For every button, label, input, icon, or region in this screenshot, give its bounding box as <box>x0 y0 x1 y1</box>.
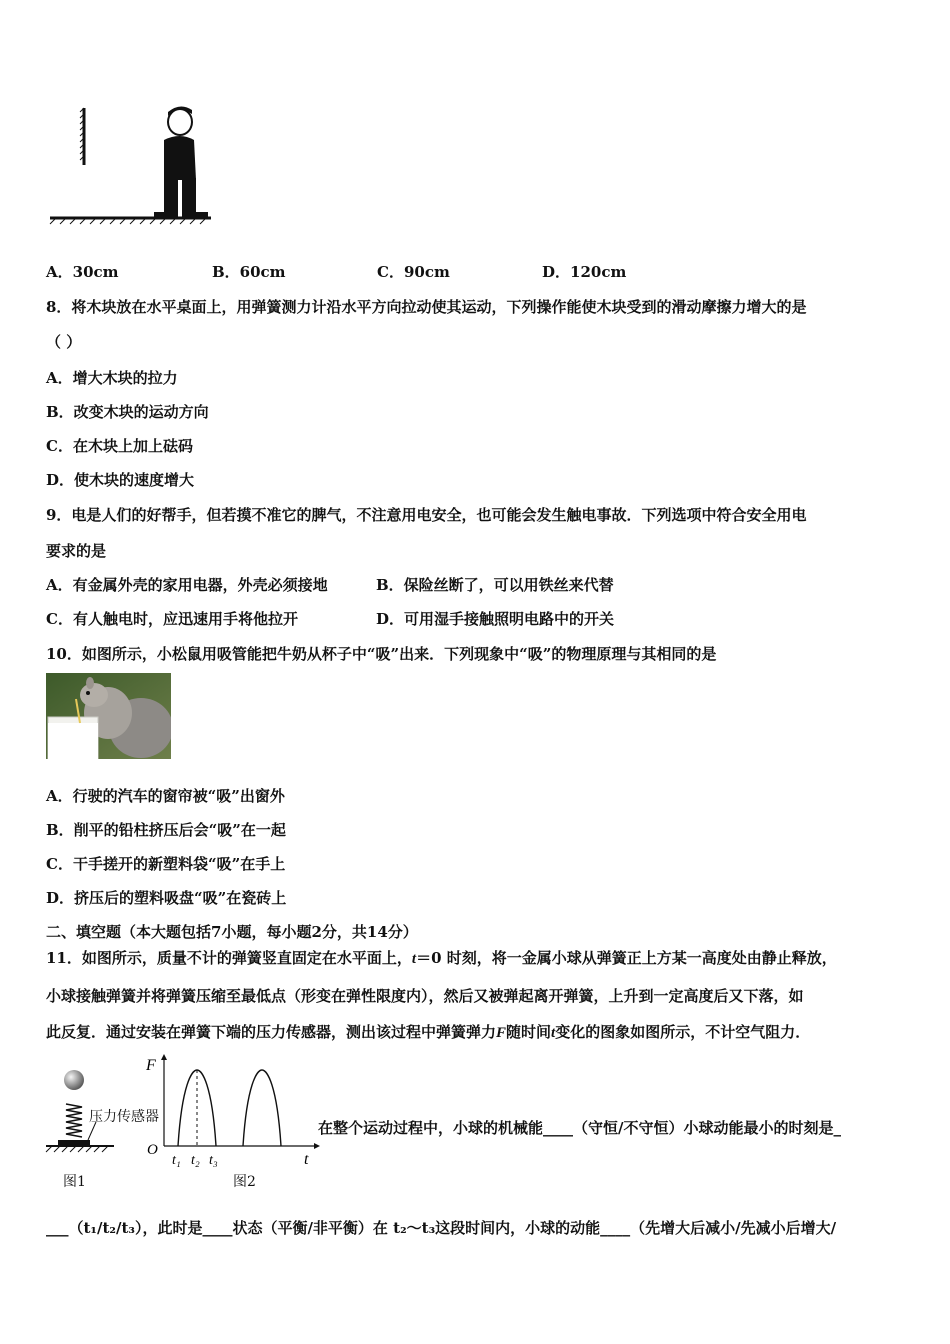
figure-1-label: 图1 <box>63 1174 86 1190</box>
question-10-stem: 10．如图所示，小松鼠用吸管能把牛奶从杯子中“吸”出来．下列现象中“吸”的物理原理与其相同的是 <box>46 645 717 663</box>
sensor-label: 压力传感器 <box>89 1108 159 1124</box>
figure-2-label: 图2 <box>233 1174 256 1190</box>
squirrel-milk-photo <box>46 673 171 759</box>
question-11-line2: 小球接触弹簧并将弹簧压缩至最低点（形变在弹性限度内），然后又被弹起离开弹簧，上升到一定高度后又下落，如 <box>46 987 804 1005</box>
option-9d: D．可用湿手接触照明电路中的开关 <box>376 610 615 628</box>
tick-label-t3: t₃ <box>209 1153 218 1168</box>
question-8-paren: （ ） <box>46 333 82 351</box>
question-9-stem-line1: 9．电是人们的好帮手，但若摸不准它的脾气，不注意用电安全，也可能会发生触电事故．下列选项中符合安全用电 <box>46 506 807 524</box>
option-10a: A．行驶的汽车的窗帘被“吸”出窗外 <box>46 787 285 805</box>
question-9-stem-line2: 要求的是 <box>46 542 107 560</box>
option-7d: D．120cm <box>542 263 627 281</box>
force-hump-2 <box>243 1070 281 1146</box>
option-9b: B．保险丝断了，可以用铁丝来代替 <box>376 576 614 594</box>
option-9a: A．有金属外壳的家用电器，外壳必须接地 <box>46 576 328 594</box>
force-time-graph <box>140 1054 325 1169</box>
question-11-line3: 此反复．通过安装在弹簧下端的压力传感器，测出该过程中弹簧弹力F随时间t变化的图象如图所示，不计空气阻力． <box>46 1023 811 1041</box>
mirror-person-figure <box>46 100 216 230</box>
option-10b: B．削平的铅柱挤压后会“吸”在一起 <box>46 821 286 839</box>
option-10d: D．挤压后的塑料吸盘“吸”在瓷砖上 <box>46 889 287 907</box>
spring-icon <box>66 1104 82 1137</box>
question-8-stem: 8．将木块放在水平桌面上，用弹簧测力计沿水平方向拉动使其运动，下列操作能使木块受到的滑动摩擦力增大的是 <box>46 298 807 316</box>
question-11-line1: 11．如图所示，质量不计的弹簧竖直固定在水平面上，t＝0 时刻，将一金属小球从弹簧正上方某一高度处由静止释放， <box>46 949 837 967</box>
option-8c: C．在木块上加上砝码 <box>46 437 193 455</box>
axis-label-f: F <box>146 1057 156 1074</box>
option-8a: A．增大木块的拉力 <box>46 369 178 387</box>
question-11-line5: ___（t₁/t₂/t₃），此时是____状态（平衡/非平衡）在 t₂～t₃这段时间内，小球的动能____（先增大后减小/先减小后增大/ <box>46 1219 837 1237</box>
tick-label-t2: t₂ <box>191 1153 200 1168</box>
option-7b: B．60cm <box>212 263 286 281</box>
ball-icon <box>64 1070 84 1090</box>
option-8b: B．改变木块的运动方向 <box>46 403 209 421</box>
option-7a: A．30cm <box>46 263 119 281</box>
axis-label-t: t <box>304 1151 309 1168</box>
option-7c: C．90cm <box>377 263 450 281</box>
question-11-inline-text: 在整个运动过程中，小球的机械能____（守恒/不守恒）小球动能最小的时刻是_ <box>318 1119 841 1137</box>
sensor-plate-icon <box>58 1140 90 1145</box>
axis-label-o: O <box>147 1142 158 1158</box>
tick-label-t1: t₁ <box>172 1153 181 1168</box>
option-10c: C．干手搓开的新塑料袋“吸”在手上 <box>46 855 286 873</box>
section-2-title: 二、填空题（本大题包括7小题，每小题2分，共14分） <box>46 923 418 941</box>
option-9c: C．有人触电时，应迅速用手将他拉开 <box>46 610 298 628</box>
option-8d: D．使木块的速度增大 <box>46 471 195 489</box>
